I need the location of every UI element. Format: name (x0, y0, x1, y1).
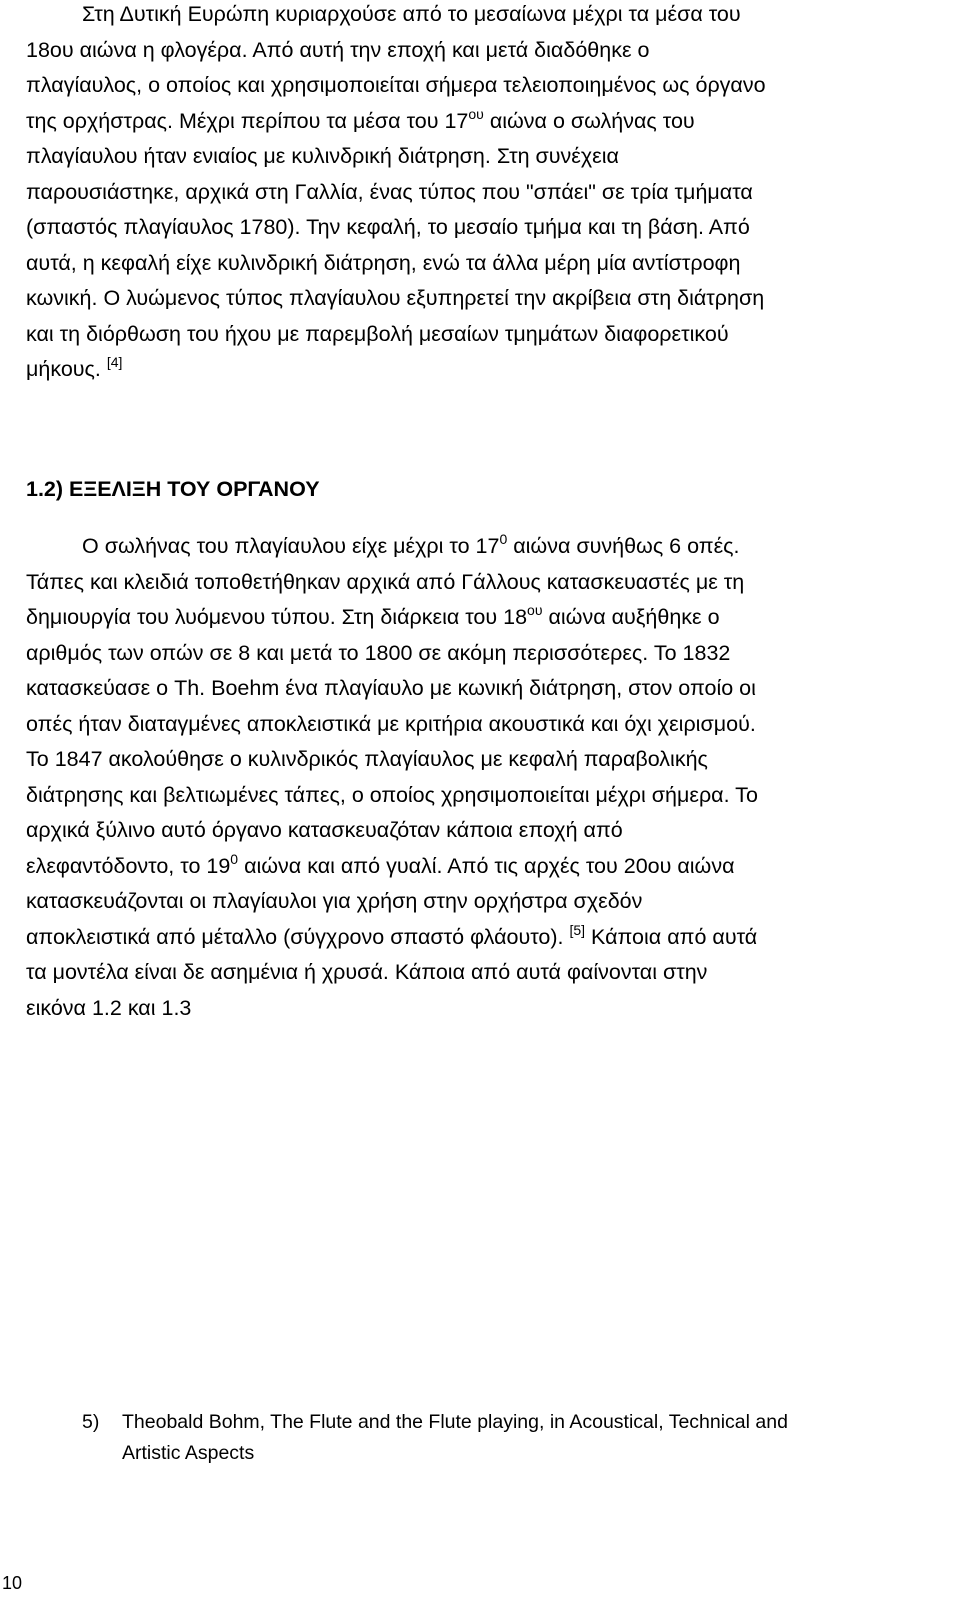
text-line: εικόνα 1.2 και 1.3 (26, 995, 192, 1020)
citation-5: [5] (569, 921, 586, 938)
page-number: 10 (2, 1573, 23, 1593)
text-line: Στη Δυτική Ευρώπη κυριαρχούσε από το μεσαίωνα μέχρι τα μέσα του (82, 2, 741, 26)
text-line: οπές ήταν διαταγμένες αποκλειστικά με κριτήρια ακουστικά και όχι χειρισμού. (26, 711, 756, 736)
text-line: Τάπες και κλειδιά τοποθετήθηκαν αρχικά από Γάλλους κατασκευαστές με τη (26, 569, 745, 594)
text-line: 18ου αιώνα η φλογέρα. Από αυτή την εποχή και μετά διαδόθηκε ο (26, 37, 650, 62)
text-line: τα μοντέλα είναι δε ασημένια ή χρυσά. Κάποια από αυτά φαίνονται στην (26, 960, 708, 984)
superscript: ου (527, 602, 543, 618)
text-line: αποκλειστικά από μέταλλο (σύγχρονο σπαστό φλάουτο). [5] Κάποια από αυτά (26, 921, 758, 949)
section-heading: 1.2) ΕΞΕΛΙΞΗ ΤΟΥ ΟΡΓΑΝΟΥ (26, 477, 320, 501)
text-line: παρουσιάστηκε, αρχικά στη Γαλλία, ένας τύπος που "σπάει" σε τρία τμήματα (26, 179, 753, 204)
text-line: δημιουργία του λυόμενου τύπου. Στη διάρκεια του $18^{o\upsilon}$ αιώνα αυξήθηκε ο (26, 602, 720, 629)
text-line: Artistic Aspects (122, 1442, 255, 1464)
superscript: 0 (230, 850, 239, 867)
text-line: Theobald Bohm, The Flute and the Flute playing, in Acoustical, Technical and (122, 1411, 788, 1433)
text-line: πλαγίαυλος, ο οποίος και χρησιμοποιείται σήμερα τελειοποιημένος ως όργανο (26, 73, 766, 97)
text-line: Ο σωλήνας του πλαγίαυλου είχε μέχρι το $17^0$ αιώνα συνήθως 6 οπές. (82, 531, 740, 558)
text-line: ελεφαντόδοντο, το $19^0$ αιώνα και από γυαλί. Από τις αρχές του 20ου αιώνα (26, 850, 735, 878)
text-line: κωνική. Ο λυώμενος τύπος πλαγίαυλου εξυπηρετεί την ακρίβεια στη διάτρηση (26, 286, 765, 310)
footnote-text (122, 1407, 942, 1469)
text-line: αριθμός των οπών σε 8 και μετά το 1800 σε ακόμη περισσότερες. Το 1832 (26, 640, 731, 665)
text-line: (σπαστός πλαγίαυλος 1780). Την κεφαλή, το μεσαίο τμήμα και τη βάση. Από (26, 215, 750, 239)
text-line: και τη διόρθωση του ήχου με παρεμβολή μεσαίων τμημάτων διαφορετικού (26, 321, 729, 346)
superscript: ου (468, 105, 484, 122)
text-line: μήκους. [4] (26, 354, 123, 381)
paragraph-flute-evolution (26, 529, 946, 1026)
text-line: αρχικά ξύλινο αυτό όργανο κατασκευαζόταν κάποια εποχή από (26, 818, 623, 842)
citation-4: [4] (106, 354, 123, 370)
text-line: κατασκεύασε ο Th. Boehm ένα πλαγίαυλο με κωνική διάτρηση, στον οποίο οι (26, 676, 756, 700)
paragraph-flute-history (26, 0, 946, 388)
footnote-number: 5) (82, 1411, 100, 1433)
text-line: της ορχήστρας. Μέχρι περίπου τα μέσα του $17^{o\upsilon}$ αιώνα ο σωλήνας του (26, 105, 695, 133)
text-line: κατασκευάζονται οι πλαγίαυλοι για χρήση στην ορχήστρα σχεδόν (26, 889, 643, 913)
text-line: πλαγίαυλου ήταν ενιαίος με κυλινδρική διάτρηση. Στη συνέχεια (26, 144, 619, 168)
text-line: Το 1847 ακολούθησε ο κυλινδρικός πλαγίαυλος με κεφαλή παραβολικής (26, 747, 708, 771)
superscript: 0 (499, 531, 508, 547)
text-line: αυτά, η κεφαλή είχε κυλινδρική διάτρηση, ενώ τα άλλα μέρη μία αντίστροφη (26, 250, 741, 275)
text-line: διάτρησης και βελτιωμένες τάπες, ο οποίος χρησιμοποιείται μέχρι σήμερα. Το (26, 782, 758, 807)
